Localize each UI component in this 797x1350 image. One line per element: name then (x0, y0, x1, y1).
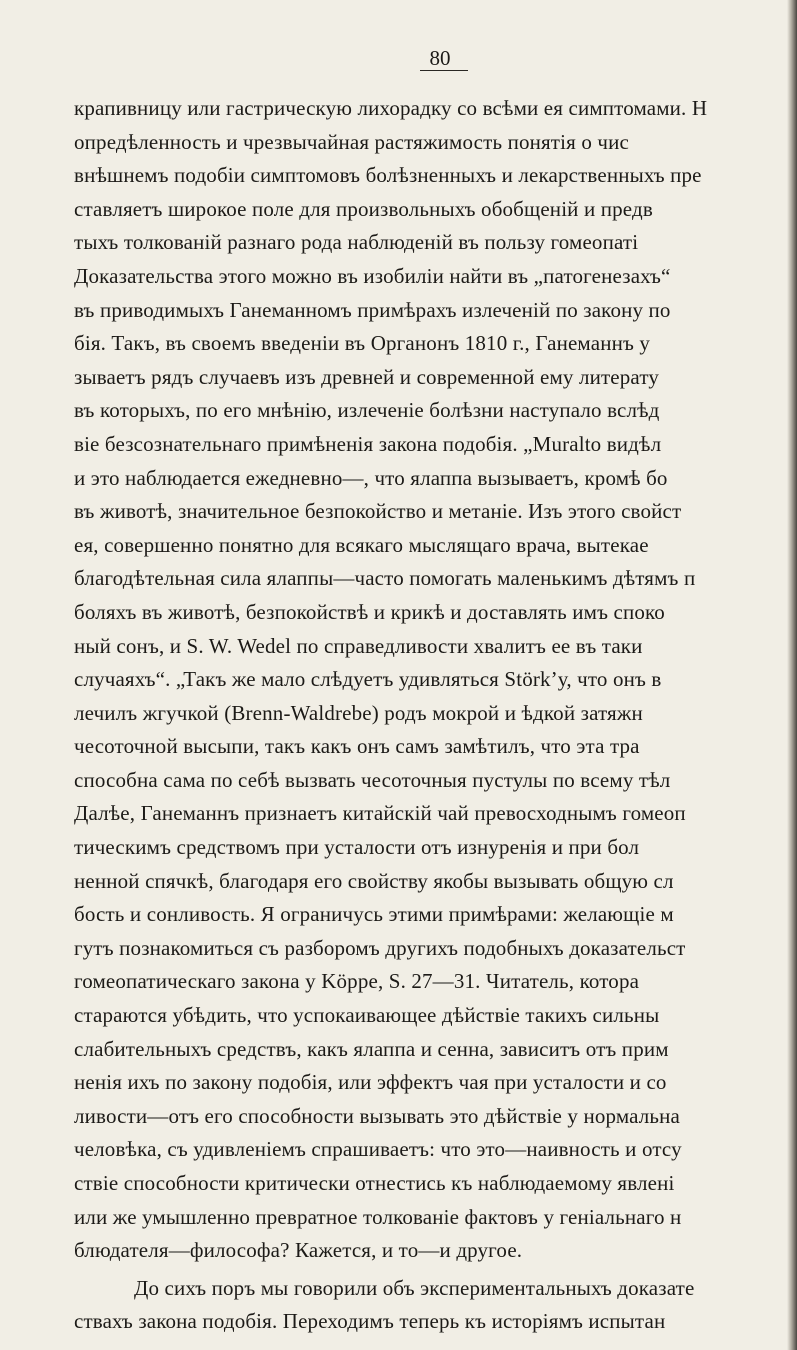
text-line: тыхъ толкованій разнаго рода наблюденій въ пользу гомеопаті (74, 230, 639, 255)
body-text (74, 92, 797, 1339)
text-line: или же умышленно превратное толкованіе фактовъ у геніальнаго н (74, 1204, 682, 1229)
text-line: ненной спячкѣ, благодаря его свойству якобы вызывать общую сл (74, 868, 674, 893)
text-line: ствіе способности критически отнестись къ наблюдаемому явлені (74, 1171, 675, 1195)
text-line: блюдателя—философа? Кажется, и то—и другое. (74, 1238, 523, 1263)
text-line: гомеопатическаго закона у Köppe, S. 27—31. Читатель, котора (74, 969, 640, 994)
text-line: крапивницу или гастрическую лихорадку со всѣми ея симптомами. Н (74, 96, 708, 120)
text-line: слабительныхъ средствъ, какъ ялаппа и сенна, зависитъ отъ прим (74, 1036, 669, 1061)
text-line: опредѣленность и чрезвычайная растяжимость понятія о чис (74, 129, 629, 154)
text-line: въ приводимыхъ Ганеманномъ примѣрахъ излеченій по закону по (74, 297, 671, 322)
text-line: Доказательства этого можно въ изобиліи найти въ „патогенезахъ“ (74, 263, 671, 288)
text-line: Далѣе, Ганеманнъ признаетъ китайскій чай превосходнымъ гомеоп (74, 801, 686, 826)
paragraph-first-line: До сихъ поръ мы говорили объ экспериментальныхъ доказате (134, 1275, 695, 1300)
text-line: тическимъ средствомъ при усталости отъ изнуренія и при бол (74, 835, 640, 860)
text-line: случаяхъ“. „Такъ же мало слѣдуетъ удивляться Störk’у, что онъ в (74, 667, 662, 692)
text-line: въ которыхъ, по его мнѣнію, излеченіе болѣзни наступало вслѣд (74, 398, 660, 423)
page-number-rule (420, 70, 468, 71)
text-line: бость и сонливость. Я ограничусь этими примѣрами: желающіе м (74, 902, 674, 927)
text-line: зываетъ рядъ случаевъ изъ древней и современной ему литерату (74, 364, 660, 389)
page-edge (787, 0, 797, 1350)
text-line: ставляетъ широкое поле для произвольныхъ обобщеній и предв (74, 196, 653, 221)
text-line: боляхъ въ животѣ, безпокойствѣ и крикѣ и доставлять имъ споко (74, 599, 665, 624)
text-line: благодѣтельная сила ялаппы—часто помогать маленькимъ дѣтямъ п (74, 566, 696, 591)
text-line: віе безсознательнаго примѣненія закона подобія. „Muralto видѣл (74, 431, 662, 456)
text-line: внѣшнемъ подобіи симптомовъ болѣзненныхъ и лекарственныхъ пре (74, 163, 702, 188)
text-line: ливости—отъ его способности вызывать это дѣйствіе у нормальна (74, 1103, 680, 1128)
text-line: бія. Такъ, въ своемъ введеніи въ Органонъ 1810 г., Ганеманнъ у (74, 331, 651, 356)
text-line: стараются убѣдить, что успокаивающее дѣйствіе такихъ сильны (74, 1003, 660, 1028)
text-line: ный сонъ, и S. W. Wedel по справедливости хвалитъ ее въ таки (74, 633, 643, 658)
text-line: человѣка, съ удивленіемъ спрашиваетъ: что это—наивность и отсу (74, 1137, 682, 1162)
text-line: чесоточной высыпи, такъ какъ онъ самъ замѣтилъ, что эта тра (74, 734, 640, 759)
text-line: и это наблюдается ежедневно—, что ялаппа вызываетъ, кромѣ бо (74, 465, 668, 490)
text-line: лечилъ жгучкой (Brenn-Waldrebe) родъ мокрой и ѣдкой затяжн (74, 700, 643, 725)
text-line: ея, совершенно понятно для всякаго мыслящаго врача, вытекае (74, 532, 649, 557)
text-line: ствахъ закона подобія. Переходимъ теперь къ исторіямъ испытан (74, 1309, 666, 1334)
text-line: способна сама по себѣ вызвать чесоточныя пустулы по всему тѣл (74, 767, 671, 792)
text-line: въ животѣ, значительное безпокойство и метаніе. Изъ этого свойст (74, 499, 682, 524)
text-line: гутъ познакомиться съ разборомъ другихъ подобныхъ доказательст (74, 935, 686, 960)
page-number: 80 (429, 46, 451, 70)
text-line: ненія ихъ по закону подобія, или эффектъ чая при усталости и со (74, 1070, 667, 1095)
